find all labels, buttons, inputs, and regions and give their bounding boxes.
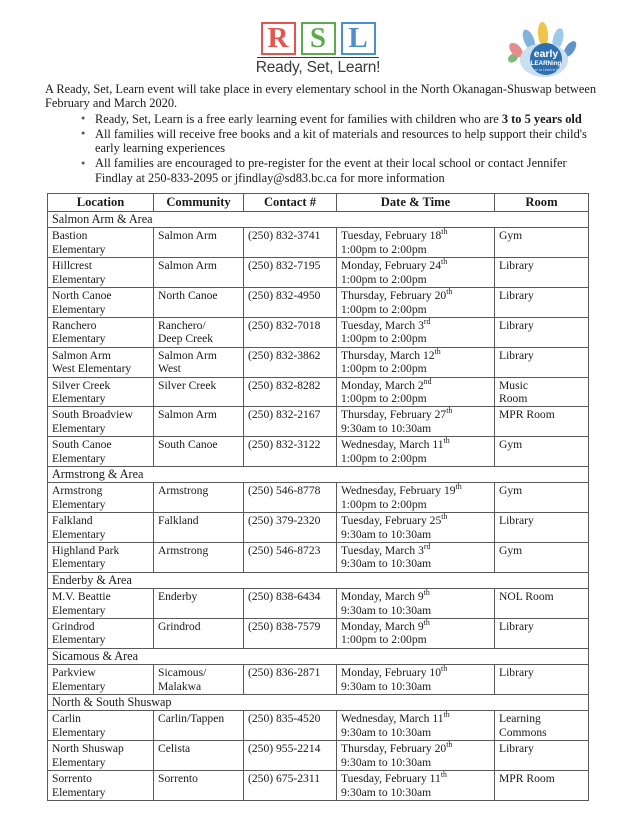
cell-line: Elementary	[52, 785, 106, 799]
cell-contact	[244, 288, 337, 318]
cell-line-date: Thursday, February 20th	[341, 287, 453, 303]
cell-room	[495, 258, 589, 288]
cell-line: Gym	[499, 544, 523, 558]
cell-line: (250) 835-4520	[248, 712, 321, 726]
cell-line-date: Monday, February 10th	[341, 664, 448, 680]
table-row	[48, 317, 589, 347]
rsl-block-s: S	[301, 22, 336, 55]
cell-community	[154, 258, 244, 288]
cell-line: Sicamous/	[158, 666, 207, 680]
cell-line: Elementary	[52, 272, 106, 286]
cell-line: Learning	[499, 712, 541, 726]
cell-line-date: Monday, March 9th	[341, 618, 430, 634]
cell-line: Carlin	[52, 712, 81, 726]
cell-contact	[244, 543, 337, 573]
early-learning-word-early: early	[533, 48, 559, 60]
cell-room	[495, 483, 589, 513]
cell-line: Gym	[499, 484, 523, 498]
col-header-location: Location	[48, 194, 154, 212]
cell-line: (250) 832-2167	[248, 408, 321, 422]
cell-line: Armstrong	[158, 544, 209, 558]
cell-line-date: Tuesday, March 3rd	[341, 542, 431, 558]
cell-line: Elementary	[52, 603, 106, 617]
cell-room	[495, 589, 589, 619]
cell-line: MPR Room	[499, 408, 555, 422]
cell-line: Deep Creek	[158, 332, 214, 346]
table-row	[48, 258, 589, 288]
cell-line-time: 9:30am to 10:30am	[341, 421, 432, 435]
cell-community	[154, 513, 244, 543]
section-title: Enderby & Area	[48, 572, 589, 588]
cell-room	[495, 228, 589, 258]
cell-line: Grindrod	[52, 620, 95, 634]
intro-bullet-1-text: Ready, Set, Learn is a free early learning event for families with children who are	[95, 111, 502, 126]
cell-line: Bastion	[52, 229, 88, 243]
date-ordinal-suffix: th	[423, 618, 430, 628]
intro-bullet-3	[81, 156, 598, 185]
cell-date-time	[337, 483, 495, 513]
table-row	[48, 771, 589, 801]
cell-line-time: 1:00pm to 2:00pm	[341, 362, 427, 376]
cell-line: Ranchero	[52, 318, 97, 332]
cell-date-time	[337, 741, 495, 771]
cell-line: South Canoe	[52, 438, 112, 452]
date-ordinal-suffix: th	[434, 346, 441, 356]
cell-location	[48, 258, 154, 288]
section-header-row	[48, 648, 589, 664]
intro-bullet-1-bold: 3 to 5 years old	[501, 111, 582, 126]
cell-community	[154, 543, 244, 573]
cell-line-time: 9:30am to 10:30am	[341, 557, 432, 571]
cell-date-time	[337, 288, 495, 318]
cell-line: Elementary	[52, 557, 106, 571]
cell-line: (250) 832-7018	[248, 318, 321, 332]
cell-contact	[244, 347, 337, 377]
cell-line: Elementary	[52, 451, 106, 465]
early-learning-logo	[502, 20, 588, 78]
cell-room	[495, 543, 589, 573]
cell-line-date: Wednesday, March 11th	[341, 436, 450, 452]
cell-line: Elementary	[52, 391, 106, 405]
cell-location	[48, 771, 154, 801]
cell-line-time: 9:30am to 10:30am	[341, 725, 432, 739]
cell-line: Falkland	[158, 514, 199, 528]
handprint-icon	[502, 20, 588, 78]
rsl-divider-rule	[257, 57, 379, 58]
cell-line: Elementary	[52, 242, 106, 256]
cell-date-time	[337, 347, 495, 377]
cell-line: Elementary	[52, 497, 106, 511]
cell-line: Music	[499, 378, 528, 392]
cell-line: Salmon Arm	[158, 229, 217, 243]
cell-line: Library	[499, 514, 534, 528]
table-row	[48, 407, 589, 437]
cell-line-time: 1:00pm to 2:00pm	[341, 332, 427, 346]
cell-line: (250) 546-8723	[248, 544, 321, 558]
cell-location	[48, 711, 154, 741]
cell-line: Elementary	[52, 679, 106, 693]
cell-line-date: Tuesday, February 11th	[341, 770, 447, 786]
cell-line: Elementary	[52, 527, 106, 541]
cell-date-time	[337, 665, 495, 695]
cell-line: (250) 832-3741	[248, 229, 321, 243]
cell-line: Elementary	[52, 725, 106, 739]
cell-room	[495, 741, 589, 771]
cell-community	[154, 619, 244, 649]
cell-line: Library	[499, 348, 534, 362]
cell-line: (250) 836-2871	[248, 666, 321, 680]
cell-contact	[244, 711, 337, 741]
table-row	[48, 437, 589, 467]
cell-location	[48, 407, 154, 437]
cell-community	[154, 589, 244, 619]
cell-line: Parkview	[52, 666, 96, 680]
cell-line-time: 1:00pm to 2:00pm	[341, 302, 427, 316]
cell-location	[48, 483, 154, 513]
cell-line: Salmon Arm	[158, 259, 217, 273]
cell-location	[48, 377, 154, 407]
cell-line-date: Thursday, February 20th	[341, 740, 453, 756]
intro-block	[45, 82, 598, 185]
cell-line: (250) 832-4950	[248, 289, 321, 303]
cell-line-time: 9:30am to 10:30am	[341, 603, 432, 617]
cell-line: Gym	[499, 438, 523, 452]
table-row	[48, 513, 589, 543]
cell-line: (250) 832-8282	[248, 378, 321, 392]
date-ordinal-suffix: th	[441, 512, 448, 522]
intro-bullet-2	[81, 127, 598, 156]
cell-contact	[244, 589, 337, 619]
cell-room	[495, 711, 589, 741]
cell-line: (250) 838-6434	[248, 590, 321, 604]
cell-line-time: 1:00pm to 2:00pm	[341, 242, 427, 256]
cell-community	[154, 317, 244, 347]
cell-line: North Canoe	[158, 289, 218, 303]
cell-contact	[244, 741, 337, 771]
cell-line: MPR Room	[499, 772, 555, 786]
cell-location	[48, 228, 154, 258]
date-ordinal-suffix: th	[441, 227, 448, 237]
cell-location	[48, 347, 154, 377]
section-header-row	[48, 695, 589, 711]
cell-contact	[244, 317, 337, 347]
cell-line-time: 9:30am to 10:30am	[341, 755, 432, 769]
cell-line: Elementary	[52, 332, 106, 346]
date-ordinal-suffix: th	[446, 740, 453, 750]
cell-line-time: 1:00pm to 2:00pm	[341, 497, 427, 511]
cell-line-date: Tuesday, February 18th	[341, 227, 448, 243]
cell-contact	[244, 258, 337, 288]
schedule-table-body	[48, 212, 589, 801]
cell-line: Malakwa	[158, 679, 202, 693]
intro-bullet-3-text: All families are encouraged to pre-register for the event at their local school or contact Jennifer Findlay at 250-833-2095 or jfindlay@sd83.bc.ca for more information	[95, 156, 567, 185]
cell-line: Silver Creek	[52, 378, 111, 392]
cell-line-date: Tuesday, March 3rd	[341, 317, 431, 332]
table-row	[48, 619, 589, 649]
cell-line: Sorrento	[158, 772, 198, 786]
cell-line-time: 9:30am to 10:30am	[341, 785, 432, 799]
cell-line: Library	[499, 742, 534, 756]
table-row	[48, 377, 589, 407]
cell-room	[495, 288, 589, 318]
section-header-row	[48, 572, 589, 588]
cell-line-time: 9:30am to 10:30am	[341, 679, 432, 693]
cell-community	[154, 711, 244, 741]
cell-line: Silver Creek	[158, 378, 217, 392]
cell-line: Carlin/Tappen	[158, 712, 225, 726]
table-row	[48, 741, 589, 771]
cell-line: Elementary	[52, 633, 106, 647]
cell-line: Highland Park	[52, 544, 120, 558]
cell-location	[48, 513, 154, 543]
date-ordinal-suffix: rd	[423, 542, 431, 552]
cell-contact	[244, 407, 337, 437]
rsl-tagline: Ready, Set, Learn!	[255, 59, 381, 76]
col-header-room: Room	[495, 194, 589, 212]
cell-contact	[244, 377, 337, 407]
cell-location	[48, 543, 154, 573]
cell-room	[495, 347, 589, 377]
cell-line: Library	[499, 620, 534, 634]
cell-line: West	[158, 362, 181, 376]
cell-line: Commons	[499, 725, 547, 739]
cell-room	[495, 407, 589, 437]
cell-line: (250) 832-7195	[248, 259, 321, 273]
cell-line: Library	[499, 666, 534, 680]
cell-contact	[244, 513, 337, 543]
date-ordinal-suffix: rd	[423, 317, 431, 327]
col-header-date-time: Date & Time	[337, 194, 495, 212]
cell-line: Salmon Arm	[158, 348, 217, 362]
section-title: Salmon Arm & Area	[48, 212, 589, 228]
cell-line-time: 9:30am to 10:30am	[341, 527, 432, 541]
date-ordinal-suffix: th	[443, 710, 450, 720]
cell-line: Falkland	[52, 514, 93, 528]
table-row	[48, 543, 589, 573]
document-header	[0, 0, 636, 82]
schedule-table-head	[48, 194, 589, 212]
section-header-row	[48, 466, 589, 482]
cell-line: M.V. Beattie	[52, 590, 111, 604]
cell-line: (250) 379-2320	[248, 514, 321, 528]
cell-community	[154, 347, 244, 377]
intro-bullet-1	[81, 112, 598, 126]
section-title: Armstrong & Area	[48, 466, 589, 482]
table-row	[48, 589, 589, 619]
cell-line: NOL Room	[499, 590, 554, 604]
date-ordinal-suffix: th	[441, 257, 448, 267]
cell-line: Elementary	[52, 755, 106, 769]
early-learning-sub: Born to Learn in BC	[531, 68, 561, 72]
cell-room	[495, 437, 589, 467]
cell-line: Armstrong	[158, 484, 209, 498]
date-ordinal-suffix: th	[440, 770, 447, 780]
cell-community	[154, 407, 244, 437]
cell-line-time: 1:00pm to 2:00pm	[341, 272, 427, 286]
section-header-row	[48, 212, 589, 228]
cell-line-date: Monday, March 2nd	[341, 376, 432, 392]
cell-line: (250) 838-7579	[248, 620, 321, 634]
table-row	[48, 347, 589, 377]
cell-community	[154, 437, 244, 467]
cell-community	[154, 741, 244, 771]
early-learning-word-learning: LEARNing	[530, 60, 562, 67]
date-ordinal-suffix: nd	[423, 376, 432, 386]
cell-line-date: Monday, February 24th	[341, 257, 448, 273]
cell-line: Ranchero/	[158, 318, 206, 332]
cell-line: Elementary	[52, 302, 106, 316]
cell-line: (250) 832-3862	[248, 348, 321, 362]
col-header-community: Community	[154, 194, 244, 212]
cell-date-time	[337, 258, 495, 288]
cell-contact	[244, 483, 337, 513]
cell-line: Salmon Arm	[52, 348, 111, 362]
cell-date-time	[337, 407, 495, 437]
cell-community	[154, 483, 244, 513]
cell-line: Elementary	[52, 421, 106, 435]
cell-line: Library	[499, 259, 534, 273]
section-title: North & South Shuswap	[48, 695, 589, 711]
cell-line: Hillcrest	[52, 259, 92, 273]
rsl-block-l: L	[341, 22, 376, 55]
cell-line: (250) 832-3122	[248, 438, 321, 452]
cell-room	[495, 377, 589, 407]
intro-paragraph: A Ready, Set, Learn event will take place in every elementary school in the North Okanagan-Shuswap between February and March 2020.	[45, 82, 597, 111]
cell-line-date: Thursday, March 12th	[341, 346, 441, 362]
rsl-logo	[255, 22, 381, 77]
cell-line-time: 1:00pm to 2:00pm	[341, 451, 427, 465]
cell-location	[48, 437, 154, 467]
cell-contact	[244, 228, 337, 258]
cell-room	[495, 317, 589, 347]
cell-community	[154, 771, 244, 801]
cell-line-time: 1:00pm to 2:00pm	[341, 633, 427, 647]
cell-date-time	[337, 513, 495, 543]
cell-line: North Shuswap	[52, 742, 124, 756]
table-header-row	[48, 194, 589, 212]
schedule-table	[47, 193, 589, 801]
cell-date-time	[337, 589, 495, 619]
cell-location	[48, 619, 154, 649]
cell-line: Library	[499, 289, 534, 303]
cell-contact	[244, 619, 337, 649]
cell-date-time	[337, 543, 495, 573]
cell-date-time	[337, 228, 495, 258]
cell-date-time	[337, 711, 495, 741]
cell-date-time	[337, 771, 495, 801]
cell-line-date: Thursday, February 27th	[341, 406, 453, 422]
cell-line: Grindrod	[158, 620, 201, 634]
cell-location	[48, 288, 154, 318]
cell-community	[154, 377, 244, 407]
cell-location	[48, 665, 154, 695]
cell-line: South Canoe	[158, 438, 218, 452]
cell-location	[48, 317, 154, 347]
cell-line: South Broadview	[52, 408, 133, 422]
cell-room	[495, 771, 589, 801]
cell-date-time	[337, 317, 495, 347]
cell-contact	[244, 437, 337, 467]
cell-line: (250) 546-8778	[248, 484, 321, 498]
cell-line: (250) 955-2214	[248, 742, 321, 756]
cell-line: (250) 675-2311	[248, 772, 321, 786]
cell-line: Enderby	[158, 590, 198, 604]
cell-line: North Canoe	[52, 289, 112, 303]
date-ordinal-suffix: th	[443, 436, 450, 446]
cell-line-date: Tuesday, February 25th	[341, 512, 448, 528]
cell-room	[495, 619, 589, 649]
cell-line-date: Wednesday, March 11th	[341, 710, 450, 726]
cell-line: West Elementary	[52, 362, 132, 376]
cell-contact	[244, 771, 337, 801]
cell-line-date: Wednesday, February 19th	[341, 482, 462, 498]
section-title: Sicamous & Area	[48, 648, 589, 664]
cell-location	[48, 589, 154, 619]
cell-line: Library	[499, 318, 534, 332]
cell-line-date: Monday, March 9th	[341, 588, 430, 604]
date-ordinal-suffix: th	[446, 406, 453, 416]
table-row	[48, 483, 589, 513]
table-row	[48, 665, 589, 695]
date-ordinal-suffix: th	[441, 664, 448, 674]
date-ordinal-suffix: th	[455, 482, 462, 492]
rsl-letter-blocks	[255, 22, 381, 55]
table-row	[48, 288, 589, 318]
cell-line: Room	[499, 391, 528, 405]
intro-bullet-2-text: All families will receive free books and a kit of materials and resources to help support their child's early learning experiences	[95, 126, 587, 156]
cell-community	[154, 228, 244, 258]
cell-line: Sorrento	[52, 772, 92, 786]
cell-contact	[244, 665, 337, 695]
cell-date-time	[337, 619, 495, 649]
col-header-contact: Contact #	[244, 194, 337, 212]
cell-room	[495, 665, 589, 695]
cell-line: Gym	[499, 229, 523, 243]
cell-line: Salmon Arm	[158, 408, 217, 422]
cell-date-time	[337, 437, 495, 467]
cell-community	[154, 288, 244, 318]
date-ordinal-suffix: th	[423, 588, 430, 598]
intro-bullet-list	[45, 112, 598, 185]
cell-date-time	[337, 377, 495, 407]
rsl-block-r: R	[261, 22, 296, 55]
cell-location	[48, 741, 154, 771]
date-ordinal-suffix: th	[446, 287, 453, 297]
table-row	[48, 228, 589, 258]
cell-community	[154, 665, 244, 695]
cell-line: Celista	[158, 742, 191, 756]
cell-room	[495, 513, 589, 543]
table-row	[48, 711, 589, 741]
cell-line: Armstrong	[52, 484, 103, 498]
cell-line-time: 1:00pm to 2:00pm	[341, 391, 427, 405]
